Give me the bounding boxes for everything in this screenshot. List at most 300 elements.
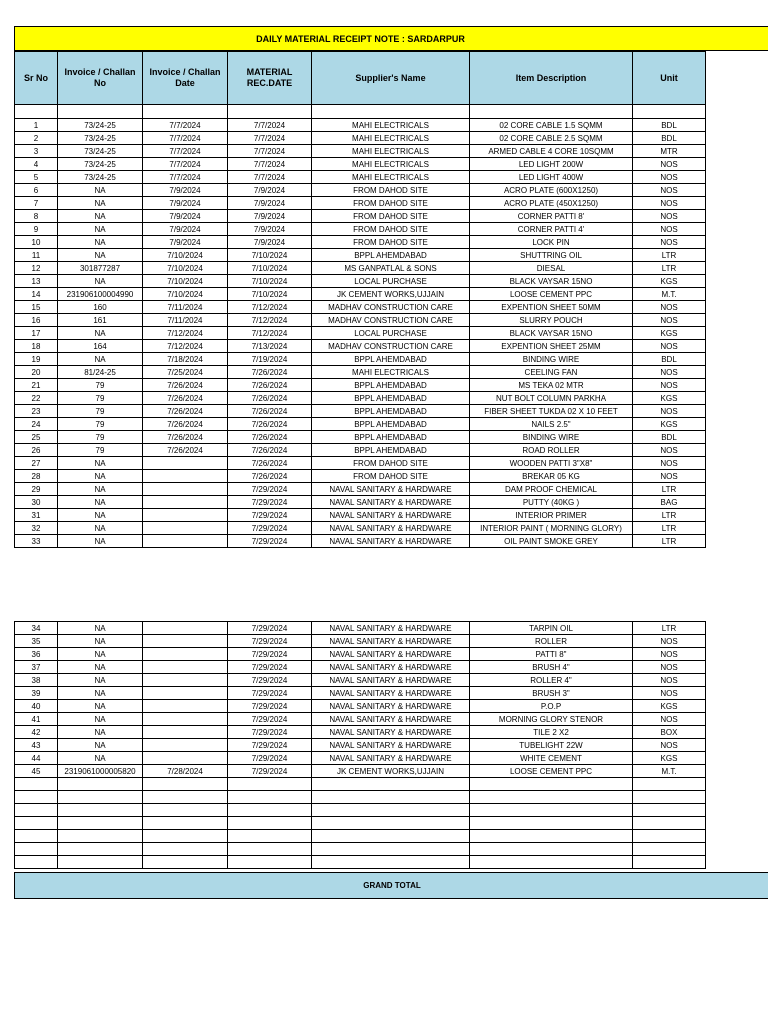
table-cell: 15 <box>15 301 58 314</box>
table-cell: NOS <box>633 366 706 379</box>
table-row <box>15 223 706 236</box>
table-cell: 45 <box>15 765 58 778</box>
table-cell: 7/10/2024 <box>143 275 228 288</box>
table-cell: NAVAL SANITARY & HARDWARE <box>312 635 470 648</box>
table-cell <box>58 830 143 843</box>
table-row <box>15 509 706 522</box>
table-cell: 7/7/2024 <box>228 119 312 132</box>
table-cell <box>470 791 633 804</box>
table-cell: 31 <box>15 509 58 522</box>
table-cell: LOCAL PURCHASE <box>312 327 470 340</box>
table-cell: 30 <box>15 496 58 509</box>
table-cell: 7/9/2024 <box>143 184 228 197</box>
table-cell: BDL <box>633 431 706 444</box>
table-cell: 7/7/2024 <box>143 145 228 158</box>
table-cell: 7/26/2024 <box>228 418 312 431</box>
sheet-title-text: DAILY MATERIAL RECEIPT NOTE : SARDARPUR <box>256 34 465 44</box>
table-cell <box>143 635 228 648</box>
table-cell <box>58 856 143 869</box>
table-cell: NA <box>58 674 143 687</box>
table-cell <box>143 778 228 791</box>
table-cell: NA <box>58 535 143 548</box>
table-row <box>15 210 706 223</box>
table-cell: 7/29/2024 <box>228 535 312 548</box>
empty-row <box>15 856 706 869</box>
table-cell: OIL PAINT SMOKE GREY <box>470 535 633 548</box>
table-cell: 24 <box>15 418 58 431</box>
table-row <box>15 301 706 314</box>
table-cell: NA <box>58 184 143 197</box>
table-cell <box>15 791 58 804</box>
table-cell: NAVAL SANITARY & HARDWARE <box>312 661 470 674</box>
table-row <box>15 700 706 713</box>
table-cell: 231906100004990 <box>58 288 143 301</box>
table-row <box>15 457 706 470</box>
table-cell: MADHAV CONSTRUCTION CARE <box>312 301 470 314</box>
table-cell: NAVAL SANITARY & HARDWARE <box>312 713 470 726</box>
table-row <box>15 752 706 765</box>
table-cell: NAVAL SANITARY & HARDWARE <box>312 483 470 496</box>
table-cell: 7/10/2024 <box>143 249 228 262</box>
table-cell: ROLLER <box>470 635 633 648</box>
table-cell: 7/26/2024 <box>143 418 228 431</box>
table-cell: 7/9/2024 <box>228 197 312 210</box>
table-cell <box>633 804 706 817</box>
table-cell: BDL <box>633 353 706 366</box>
table-cell: BPPL AHEMDABAD <box>312 249 470 262</box>
table-cell <box>143 535 228 548</box>
table-cell: 7/12/2024 <box>228 314 312 327</box>
table-cell <box>58 778 143 791</box>
table-cell: NOS <box>633 470 706 483</box>
table-cell: 79 <box>58 392 143 405</box>
table-cell: 7/26/2024 <box>143 431 228 444</box>
table-row <box>15 184 706 197</box>
table-cell: 7/29/2024 <box>228 622 312 635</box>
table-cell <box>58 843 143 856</box>
table-cell: NAVAL SANITARY & HARDWARE <box>312 622 470 635</box>
table-cell: NAVAL SANITARY & HARDWARE <box>312 700 470 713</box>
table-row <box>15 635 706 648</box>
table-cell: NOS <box>633 661 706 674</box>
table-cell: BPPL AHEMDABAD <box>312 405 470 418</box>
table-cell: 7/11/2024 <box>143 301 228 314</box>
table-cell: NOS <box>633 223 706 236</box>
empty-row <box>15 778 706 791</box>
table-cell <box>470 778 633 791</box>
table-cell: NA <box>58 249 143 262</box>
empty-row <box>15 791 706 804</box>
table-cell: 73/24-25 <box>58 145 143 158</box>
table-cell: TUBELIGHT 22W <box>470 739 633 752</box>
table-cell: BRUSH 3" <box>470 687 633 700</box>
table-cell: PUTTY (40KG ) <box>470 496 633 509</box>
table-cell: BINDING WIRE <box>470 431 633 444</box>
table-cell: ROLLER 4" <box>470 674 633 687</box>
table-cell: NOS <box>633 314 706 327</box>
table-cell: NOS <box>633 340 706 353</box>
table-cell: LOCAL PURCHASE <box>312 275 470 288</box>
table-cell: 73/24-25 <box>58 132 143 145</box>
table-cell: 7/26/2024 <box>228 379 312 392</box>
table-cell: NA <box>58 210 143 223</box>
table-row <box>15 145 706 158</box>
table-cell <box>470 804 633 817</box>
table-cell: 29 <box>15 483 58 496</box>
table-cell: LTR <box>633 509 706 522</box>
table-cell: KGS <box>633 275 706 288</box>
table-cell: EXPENTION SHEET 50MM <box>470 301 633 314</box>
table-cell: 7/7/2024 <box>228 132 312 145</box>
table-cell: NOS <box>633 158 706 171</box>
table-cell: NA <box>58 635 143 648</box>
table-cell: 2319061000005820 <box>58 765 143 778</box>
table-cell: 33 <box>15 535 58 548</box>
table-cell: 7/10/2024 <box>228 262 312 275</box>
table-row <box>15 249 706 262</box>
table-cell: NOS <box>633 648 706 661</box>
table-cell: 7/26/2024 <box>143 392 228 405</box>
table-cell: NA <box>58 713 143 726</box>
table-cell <box>15 804 58 817</box>
table-cell: 7/29/2024 <box>228 522 312 535</box>
table-cell: 7/9/2024 <box>143 210 228 223</box>
table-cell: JK CEMENT WORKS,UJJAIN <box>312 765 470 778</box>
table-cell <box>633 843 706 856</box>
table-cell <box>143 739 228 752</box>
table-cell: LOOSE CEMENT PPC <box>470 288 633 301</box>
table-row <box>15 405 706 418</box>
table-cell: BPPL AHEMDABAD <box>312 392 470 405</box>
table-row <box>15 236 706 249</box>
table-cell: 79 <box>58 418 143 431</box>
table-cell: BRUSH 4" <box>470 661 633 674</box>
table-cell: FROM DAHOD SITE <box>312 223 470 236</box>
col-rec-date: MATERIAL REC.DATE <box>228 52 312 105</box>
table-row <box>15 661 706 674</box>
table-cell: 79 <box>58 405 143 418</box>
table-cell: NAVAL SANITARY & HARDWARE <box>312 535 470 548</box>
table-cell: 7/26/2024 <box>228 366 312 379</box>
table-cell: FROM DAHOD SITE <box>312 184 470 197</box>
table-cell: LED LIGHT 400W <box>470 171 633 184</box>
table-cell: 7/29/2024 <box>228 700 312 713</box>
table-cell: 7/10/2024 <box>228 275 312 288</box>
table-cell: 40 <box>15 700 58 713</box>
table-cell: MS TEKA 02 MTR <box>470 379 633 392</box>
table-cell: 79 <box>58 379 143 392</box>
table-cell: BPPL AHEMDABAD <box>312 431 470 444</box>
table-row <box>15 379 706 392</box>
table-cell: NOS <box>633 171 706 184</box>
table-cell: 23 <box>15 405 58 418</box>
table-cell <box>143 700 228 713</box>
table-cell <box>312 856 470 869</box>
empty-row <box>15 804 706 817</box>
table-cell: NAVAL SANITARY & HARDWARE <box>312 687 470 700</box>
table-cell <box>143 687 228 700</box>
table-cell: 7/9/2024 <box>143 223 228 236</box>
table-cell <box>143 843 228 856</box>
table-cell: FROM DAHOD SITE <box>312 457 470 470</box>
table-cell: 7 <box>15 197 58 210</box>
table-cell: NA <box>58 275 143 288</box>
table-cell: 7/10/2024 <box>228 249 312 262</box>
table-cell: 5 <box>15 171 58 184</box>
table-cell: EXPENTION SHEET 25MM <box>470 340 633 353</box>
table-cell: 19 <box>15 353 58 366</box>
table-cell: MADHAV CONSTRUCTION CARE <box>312 340 470 353</box>
empty-row <box>15 843 706 856</box>
sheet-title <box>14 26 768 51</box>
table-cell <box>312 804 470 817</box>
table-cell: 7/10/2024 <box>143 288 228 301</box>
table-cell: 7/26/2024 <box>228 405 312 418</box>
table-cell <box>58 817 143 830</box>
table-cell: PATTI 8" <box>470 648 633 661</box>
table-cell: 6 <box>15 184 58 197</box>
table-cell: NA <box>58 726 143 739</box>
table-cell: NA <box>58 483 143 496</box>
table-row <box>15 262 706 275</box>
table-cell: 16 <box>15 314 58 327</box>
table-cell <box>312 791 470 804</box>
table-row <box>15 687 706 700</box>
table-cell: 44 <box>15 752 58 765</box>
table-cell <box>15 843 58 856</box>
empty-row <box>15 830 706 843</box>
table-cell <box>143 817 228 830</box>
table-cell: ACRO PLATE (450X1250) <box>470 197 633 210</box>
table-cell: 7/26/2024 <box>228 470 312 483</box>
table-cell: BDL <box>633 132 706 145</box>
table-cell: MS GANPATLAL & SONS <box>312 262 470 275</box>
table-cell: 7/29/2024 <box>228 661 312 674</box>
table-cell: 7/29/2024 <box>228 713 312 726</box>
col-supplier: Supplier's Name <box>312 52 470 105</box>
table-cell: KGS <box>633 700 706 713</box>
table-cell: MAHI ELECTRICALS <box>312 158 470 171</box>
table-cell: BREKAR 05 KG <box>470 470 633 483</box>
table-row <box>15 674 706 687</box>
receipt-table <box>14 51 706 548</box>
table-cell: 7/26/2024 <box>228 431 312 444</box>
table-cell: 7/9/2024 <box>228 184 312 197</box>
table-cell <box>143 830 228 843</box>
table-cell: FROM DAHOD SITE <box>312 210 470 223</box>
table-cell: NA <box>58 470 143 483</box>
table-cell: WHITE CEMENT <box>470 752 633 765</box>
table-cell: 2 <box>15 132 58 145</box>
table-cell: NAVAL SANITARY & HARDWARE <box>312 674 470 687</box>
table-cell: NA <box>58 622 143 635</box>
table-cell: 38 <box>15 674 58 687</box>
table-cell: 160 <box>58 301 143 314</box>
table-cell: 164 <box>58 340 143 353</box>
table-cell: 37 <box>15 661 58 674</box>
table-cell: 7/11/2024 <box>143 314 228 327</box>
table-cell: LTR <box>633 483 706 496</box>
table-cell: ROAD ROLLER <box>470 444 633 457</box>
table-cell: NOS <box>633 739 706 752</box>
table-cell: 301877287 <box>58 262 143 275</box>
table-cell: P.O.P <box>470 700 633 713</box>
table-cell: 7/29/2024 <box>228 648 312 661</box>
table-cell: 7/7/2024 <box>143 132 228 145</box>
table-cell: KGS <box>633 392 706 405</box>
table-row <box>15 470 706 483</box>
table-cell: 26 <box>15 444 58 457</box>
table-cell: 21 <box>15 379 58 392</box>
table-cell: 32 <box>15 522 58 535</box>
table-cell: 36 <box>15 648 58 661</box>
table-cell: 7/29/2024 <box>228 635 312 648</box>
table-cell <box>312 843 470 856</box>
table-cell: BAG <box>633 496 706 509</box>
table-cell: ARMED CABLE 4 CORE 10SQMM <box>470 145 633 158</box>
table-cell: 7/29/2024 <box>228 739 312 752</box>
table-cell: 4 <box>15 158 58 171</box>
table-cell: 20 <box>15 366 58 379</box>
table-cell: SHUTTRING OIL <box>470 249 633 262</box>
table-row <box>15 496 706 509</box>
col-item: Item Description <box>470 52 633 105</box>
table-row <box>15 431 706 444</box>
table-cell: NOS <box>633 236 706 249</box>
col-sr-no: Sr No <box>15 52 58 105</box>
table-cell: 7/7/2024 <box>228 145 312 158</box>
table-cell: LED LIGHT 200W <box>470 158 633 171</box>
table-row <box>15 726 706 739</box>
table-cell: BPPL AHEMDABAD <box>312 418 470 431</box>
table-cell <box>143 752 228 765</box>
table-cell: KGS <box>633 752 706 765</box>
table-cell: 22 <box>15 392 58 405</box>
table-cell: 13 <box>15 275 58 288</box>
table-cell: 43 <box>15 739 58 752</box>
table-cell: 18 <box>15 340 58 353</box>
table-cell: FIBER SHEET TUKDA 02 X 10 FEET <box>470 405 633 418</box>
table-cell: NOS <box>633 687 706 700</box>
table-cell <box>143 713 228 726</box>
table-cell: TILE 2 X2 <box>470 726 633 739</box>
table-cell: NOS <box>633 301 706 314</box>
table-cell: BOX <box>633 726 706 739</box>
table-cell: LTR <box>633 249 706 262</box>
table-cell: 73/24-25 <box>58 119 143 132</box>
table-cell <box>312 778 470 791</box>
table-cell: NOS <box>633 184 706 197</box>
table-cell: LTR <box>633 262 706 275</box>
spacer-row <box>15 105 706 119</box>
empty-row <box>15 817 706 830</box>
table-cell: KGS <box>633 327 706 340</box>
table-cell: 7/18/2024 <box>143 353 228 366</box>
table-cell: 7/26/2024 <box>228 457 312 470</box>
table-cell: 7/29/2024 <box>228 483 312 496</box>
table-cell: 7/12/2024 <box>228 327 312 340</box>
table-cell: 7/29/2024 <box>228 674 312 687</box>
table-cell: 7/7/2024 <box>228 171 312 184</box>
table-row <box>15 739 706 752</box>
table-cell: NAVAL SANITARY & HARDWARE <box>312 726 470 739</box>
table-cell <box>143 661 228 674</box>
table-cell: NA <box>58 648 143 661</box>
table-cell <box>143 496 228 509</box>
table-cell <box>15 817 58 830</box>
table-cell: BINDING WIRE <box>470 353 633 366</box>
table-cell <box>312 817 470 830</box>
table-cell <box>228 856 312 869</box>
table-cell: 9 <box>15 223 58 236</box>
table-cell: ACRO PLATE (600X1250) <box>470 184 633 197</box>
table-cell: 7/12/2024 <box>228 301 312 314</box>
table-row <box>15 366 706 379</box>
table-cell: 7/25/2024 <box>143 366 228 379</box>
table-cell: NOS <box>633 379 706 392</box>
table-cell: NOS <box>633 674 706 687</box>
table-cell: LTR <box>633 622 706 635</box>
table-cell: NAVAL SANITARY & HARDWARE <box>312 739 470 752</box>
table-cell <box>633 830 706 843</box>
table-cell: 17 <box>15 327 58 340</box>
table-cell: MAHI ELECTRICALS <box>312 171 470 184</box>
table-cell: M.T. <box>633 765 706 778</box>
table-cell: NAVAL SANITARY & HARDWARE <box>312 496 470 509</box>
table-cell <box>143 648 228 661</box>
table-cell <box>228 817 312 830</box>
table-cell: 73/24-25 <box>58 171 143 184</box>
table-cell: NA <box>58 197 143 210</box>
table-cell <box>143 470 228 483</box>
table-cell: 7/12/2024 <box>143 327 228 340</box>
table-cell: 42 <box>15 726 58 739</box>
table-cell: 1 <box>15 119 58 132</box>
table-cell <box>15 856 58 869</box>
table-cell: 7/7/2024 <box>143 158 228 171</box>
table-cell: NA <box>58 496 143 509</box>
table-cell: 7/26/2024 <box>143 444 228 457</box>
table-cell: 02 CORE CABLE 1.5 SQMM <box>470 119 633 132</box>
table-cell: MADHAV CONSTRUCTION CARE <box>312 314 470 327</box>
table-cell: 7/29/2024 <box>228 509 312 522</box>
table-cell: SLURRY POUCH <box>470 314 633 327</box>
table-cell: NOS <box>633 713 706 726</box>
table-cell: MAHI ELECTRICALS <box>312 119 470 132</box>
table-row <box>15 275 706 288</box>
table-cell: 7/10/2024 <box>228 288 312 301</box>
table-cell: 7/9/2024 <box>228 223 312 236</box>
table-cell: 7/29/2024 <box>228 726 312 739</box>
table-cell: NA <box>58 687 143 700</box>
table-row <box>15 132 706 145</box>
table-cell: MAHI ELECTRICALS <box>312 366 470 379</box>
table-cell: 7/26/2024 <box>228 444 312 457</box>
grand-total-row <box>14 872 768 899</box>
table-cell: NOS <box>633 197 706 210</box>
table-cell: 35 <box>15 635 58 648</box>
table-cell: 161 <box>58 314 143 327</box>
table-cell <box>633 817 706 830</box>
table-row <box>15 314 706 327</box>
table-cell: 3 <box>15 145 58 158</box>
table-cell: 7/29/2024 <box>228 687 312 700</box>
col-unit: Unit <box>633 52 706 105</box>
table-row <box>15 648 706 661</box>
table-cell: 7/9/2024 <box>143 197 228 210</box>
table-cell: NAVAL SANITARY & HARDWARE <box>312 752 470 765</box>
table-cell: NOS <box>633 210 706 223</box>
